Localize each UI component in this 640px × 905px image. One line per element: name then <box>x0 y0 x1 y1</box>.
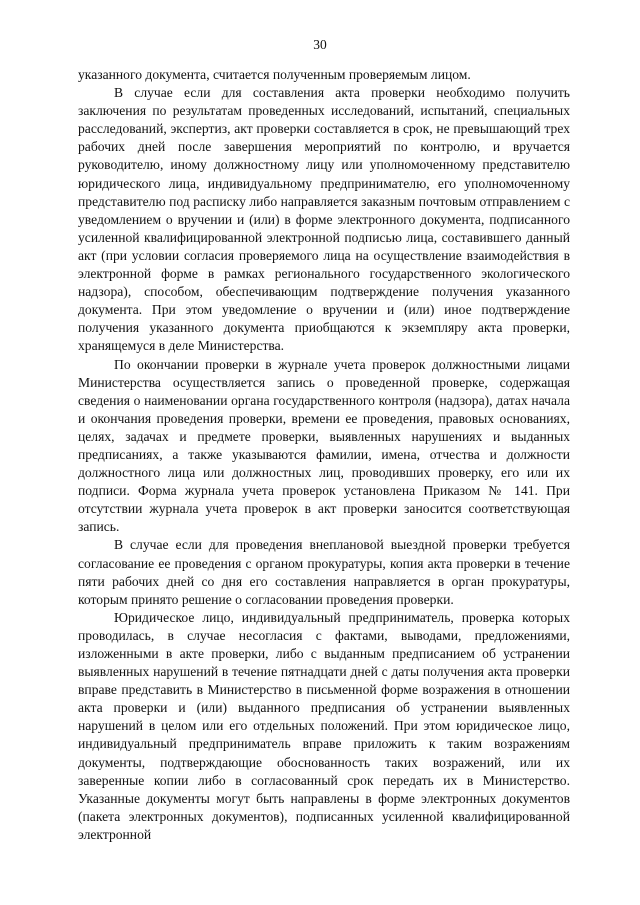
paragraph: В случае если для составления акта проверки необходимо получить заключения по результатам проведенных исследований, испытаний, специальных расследований, экспертиз, акт проверки составляется в срок, не превышающий трех рабочих дней после завершения мероприятий по контролю, и вручается руководителю, иному должностному лицу или уполномоченному представителю юридического лица, индивидуальному предпринимателю, его уполномоченному представителю под расписку либо направляется заказным почтовым отправлением с уведомлением о вручении и (или) в форме электронного документа, подписанного усиленной квалифицированной электронной подписью лица, составившего данный акт (при условии согласия проверяемого лица на осуществление взаимодействия в электронной форме в рамках регионального государственного экологического надзора), способом, обеспечивающим подтверждение получения указанного документа. При этом уведомление о вручении и (или) иное подтверждение получения указанного документа приобщаются к экземпляру акта проверки, хранящемуся в деле Министерства. <box>78 85 570 354</box>
page-number: 30 <box>313 37 327 52</box>
document-body <box>78 66 570 844</box>
paragraph: По окончании проверки в журнале учета проверок должностными лицами Министерства осуществляется запись о проведенной проверке, содержащая сведения о наименовании органа государственного контроля (надзора), датах начала и окончания проведения проверки, времени ее проведения, правовых основаниях, целях, задачах и предмете проверки, выявленных нарушениях и выданных предписаниях, а также указываются фамилии, имена, отчества и должности должностного лица или должностных лиц, проводивших проверку, его или их подписи. Форма журнала учета проверок установлена Приказом № 141. При отсутствии журнала учета проверок в акт проверки заносится соответствующая запись. <box>78 356 570 535</box>
paragraph: В случае если для проведения внеплановой выездной проверки требуется согласование ее проведения с органом прокуратуры, копия акта проверки в течение пяти рабочих дней со дня его составления направляется в орган прокуратуры, которым принято решение о согласовании проведения проверки. <box>78 537 570 607</box>
paragraph: Юридическое лицо, индивидуальный предприниматель, проверка которых проводилась, в случае несогласия с фактами, выводами, предложениями, изложенными в акте проверки, либо с выданным предписанием об устранении выявленных нарушений в течение пятнадцати дней с даты получения акта проверки вправе представить в Министерство в письменной форме возражения в отношении акта проверки и (или) выданного предписания об устранении выявленных нарушений в целом или его отдельных положений. При этом юридическое лицо, индивидуальный предприниматель вправе приложить к таким возражениям документы, подтверждающие обоснованность таких возражений, или их заверенные копии либо в согласованный срок передать их в Министерство. Указанные документы могут быть направлены в форме электронных документов (пакета электронных документов), подписанных усиленной квалифицированной электронной <box>78 609 570 842</box>
paragraph: указанного документа, считается полученным проверяемым лицом. <box>78 67 471 82</box>
